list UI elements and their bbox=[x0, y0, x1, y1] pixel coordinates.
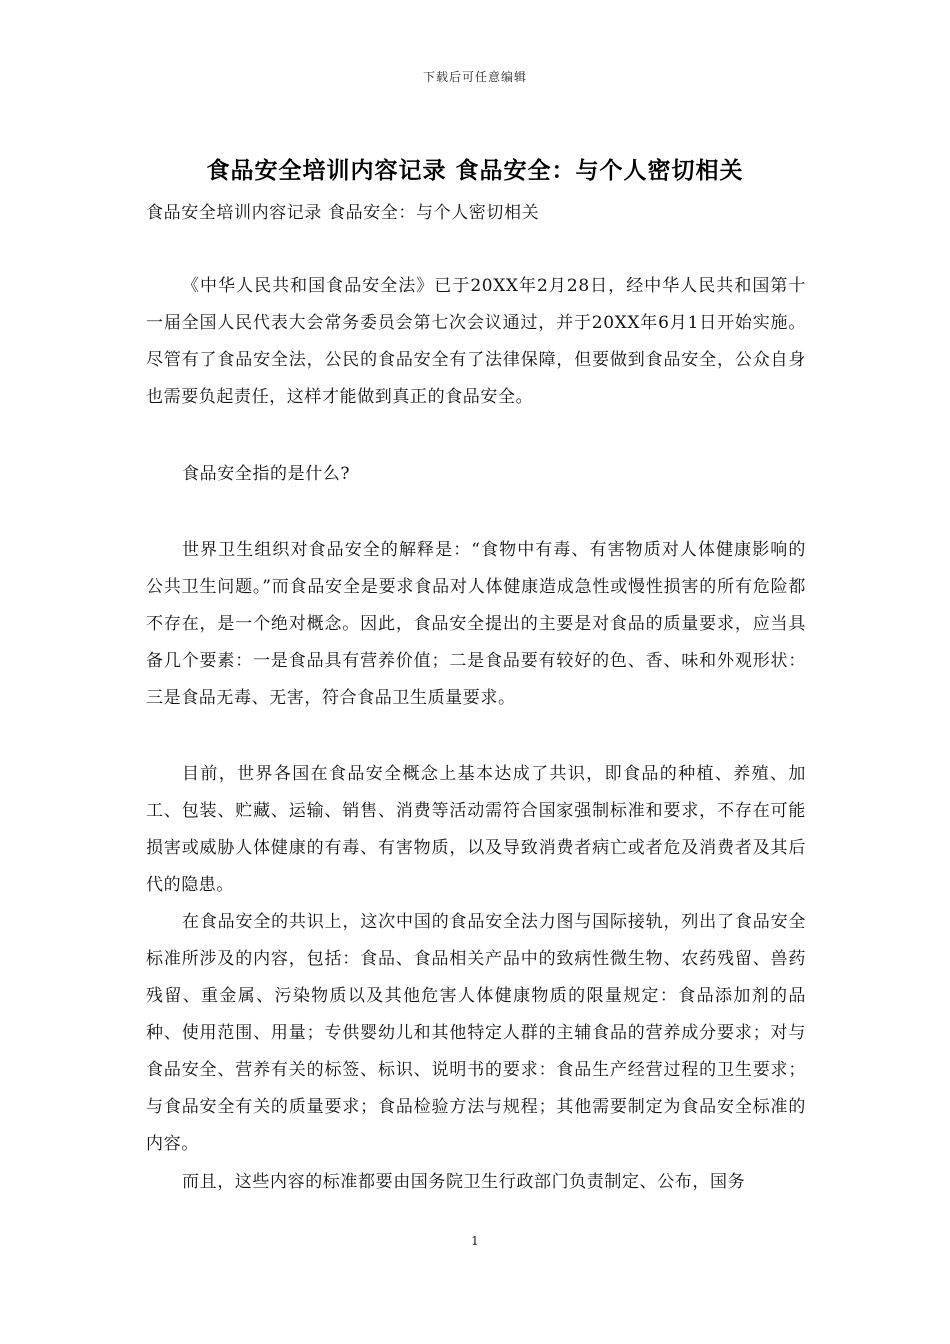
paragraph-who-definition: 世界卫生组织对食品安全的解释是：“食物中有毒、有害物质对人体健康影响的公共卫生问题。”而食品安全是要求食品对人体健康造成急性或慢性损害的所有危险都不存在，是一个绝对概念。因此，食品安全提出的主要是对食品的质量要求，应当具备几个要素：一是食品具有营养价值；二是食品要有较好的色、香、味和外观形状：三是食品无毒、无害，符合食品卫生质量要求。 bbox=[146, 540, 806, 708]
paragraph-standards-content: 在食品安全的共识上，这次中国的食品安全法力图与国际接轨，列出了食品安全标准所涉及的内容，包括：食品、食品相关产品中的致病性微生物、农药残留、兽药残留、重金属、污染物质以及其他危害人体健康物质的限量规定：食品添加剂的品种、使用范围、用量；专供婴幼儿和其他特定人群的主辅食品的营养成分要求；对与食品安全、营养有关的标签、标识、说明书的要求：食品生产经营过程的卫生要求；与食品安全有关的质量要求；食品检验方法与规程；其他需要制定为食品安全标准的内容。 bbox=[146, 912, 806, 1154]
paragraph-question: 食品安全指的是什么? bbox=[182, 464, 351, 484]
document-subtitle: 食品安全培训内容记录 食品安全：与个人密切相关 bbox=[146, 203, 540, 223]
page-number: 1 bbox=[471, 1234, 479, 1248]
header-note: 下载后可任意编辑 bbox=[422, 70, 527, 84]
paragraph-standards-authority: 而且，这些内容的标准都要由国务院卫生行政部门负责制定、公布，国务 bbox=[182, 1172, 746, 1192]
paragraph-food-safety-law: 《中华人民共和国食品安全法》已于20XX年2月28日，经中华人民共和国第十一届全国人民代表大会常务委员会第七次会议通过，并于20XX年6月1日开始实施。尽管有了食品安全法，公民的食品安全有了法律保障，但要做到食品安全，公众自身也需要负起责任，这样才能做到真正的食品安全。 bbox=[146, 276, 806, 407]
paragraph-global-consensus: 目前，世界各国在食品安全概念上基本达成了共识，即食品的种植、养殖、加工、包装、贮藏、运输、销售、消费等活动需符合国家强制标准和要求，不存在可能损害或威胁人体健康的有毒、有害物质，以及导致消费者病亡或者危及消费者及其后代的隐患。 bbox=[146, 764, 806, 895]
document-title: 食品安全培训内容记录 食品安全：与个人密切相关 bbox=[206, 158, 744, 184]
